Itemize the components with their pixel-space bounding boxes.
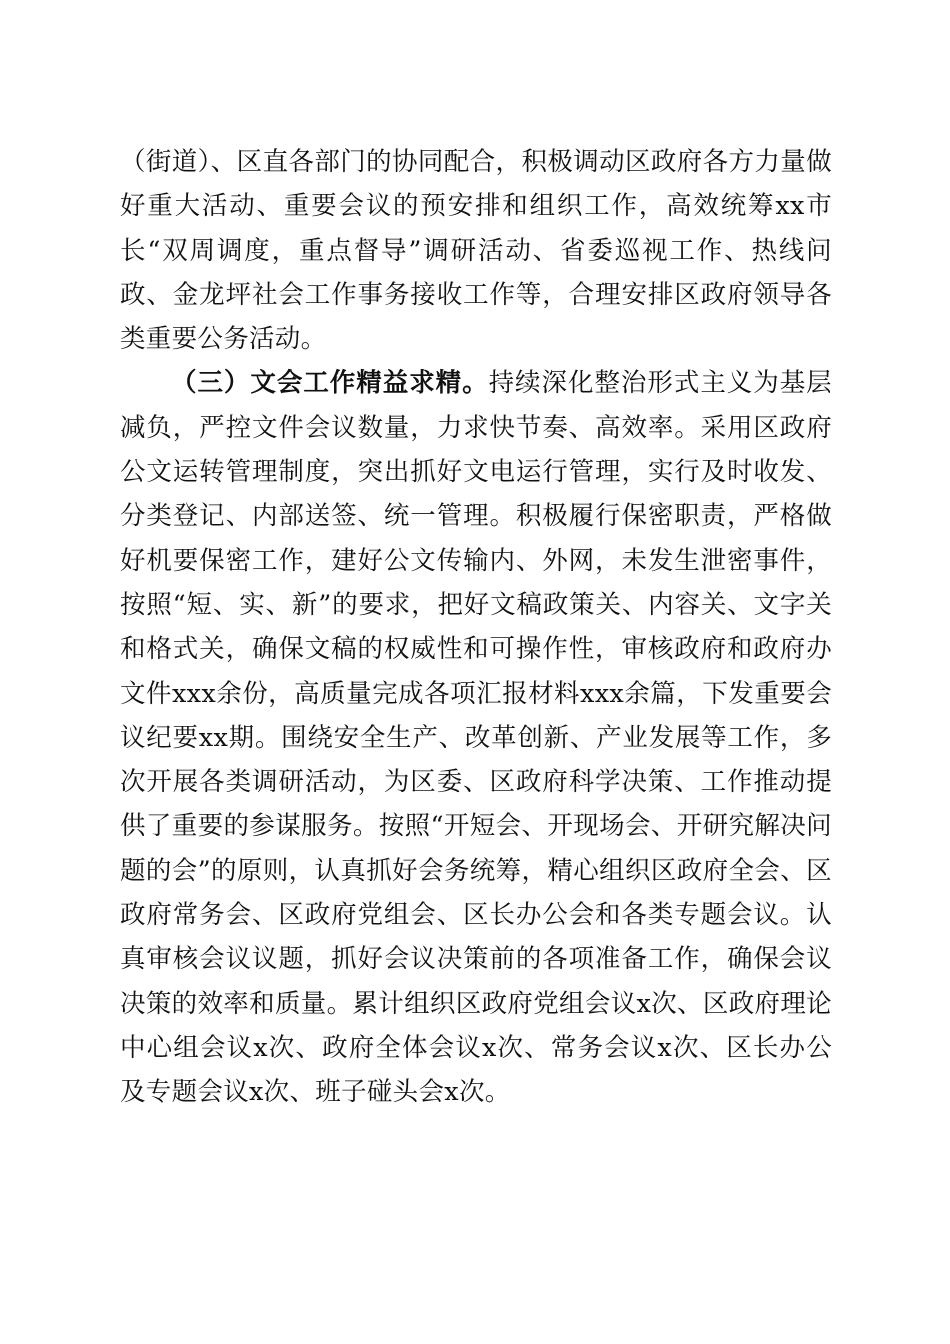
paragraph-text: （街道）、区直各部门的协同配合，积极调动区政府各方力量做好重大活动、重要会议的预安排和组织工作，高效统筹xx市长“双周调度，重点督导”调研活动、省委巡视工作、热线问政、金龙坪社会工作事务接收工作等，合理安排区政府领导各类重要公务活动。 [120, 147, 832, 355]
paragraph-continuation [120, 140, 832, 361]
document-body [120, 140, 832, 1115]
paragraph-text: 持续深化整治形式主义为基层减负，严控文件会议数量，力求快节奏、高效率。采用区政府公文运转管理制度，突出抓好文电运行管理，实行及时收发、分类登记、内部送签、统一管理。积极履行保密职责，严格做好机要保密工作，建好公文传输内、外网，未发生泄密事件，按照“短、实、新”的要求，把好文稿政策关、内容关、文字关和格式关，确保文稿的权威性和可操作性，审核政府和政府办文件xxx余份，高质量完成各项汇报材料xxx余篇，下发重要会议纪要xx期。围绕安全生产、改革创新、产业发展等工作，多次开展各类调研活动，为区委、区政府科学决策、工作推动提供了重要的参谋服务。按照“开短会、开现场会、开研究解决问题的会”的原则，认真抓好会务统筹，精心组织区政府全会、区政府常务会、区政府党组会、区长办公会和各类专题会议。认真审核会议议题，抓好会议决策前的各项准备工作，确保会议决策的效率和质量。累计组织区政府党组会议x次、区政府理论中心组会议x次、政府全体会议x次、常务会议x次、区长办公及专题会议x次、班子碰头会x次。 [120, 368, 832, 1108]
paragraph-section-three [120, 361, 832, 1114]
section-heading: （三）文会工作精益求精。 [171, 368, 489, 399]
